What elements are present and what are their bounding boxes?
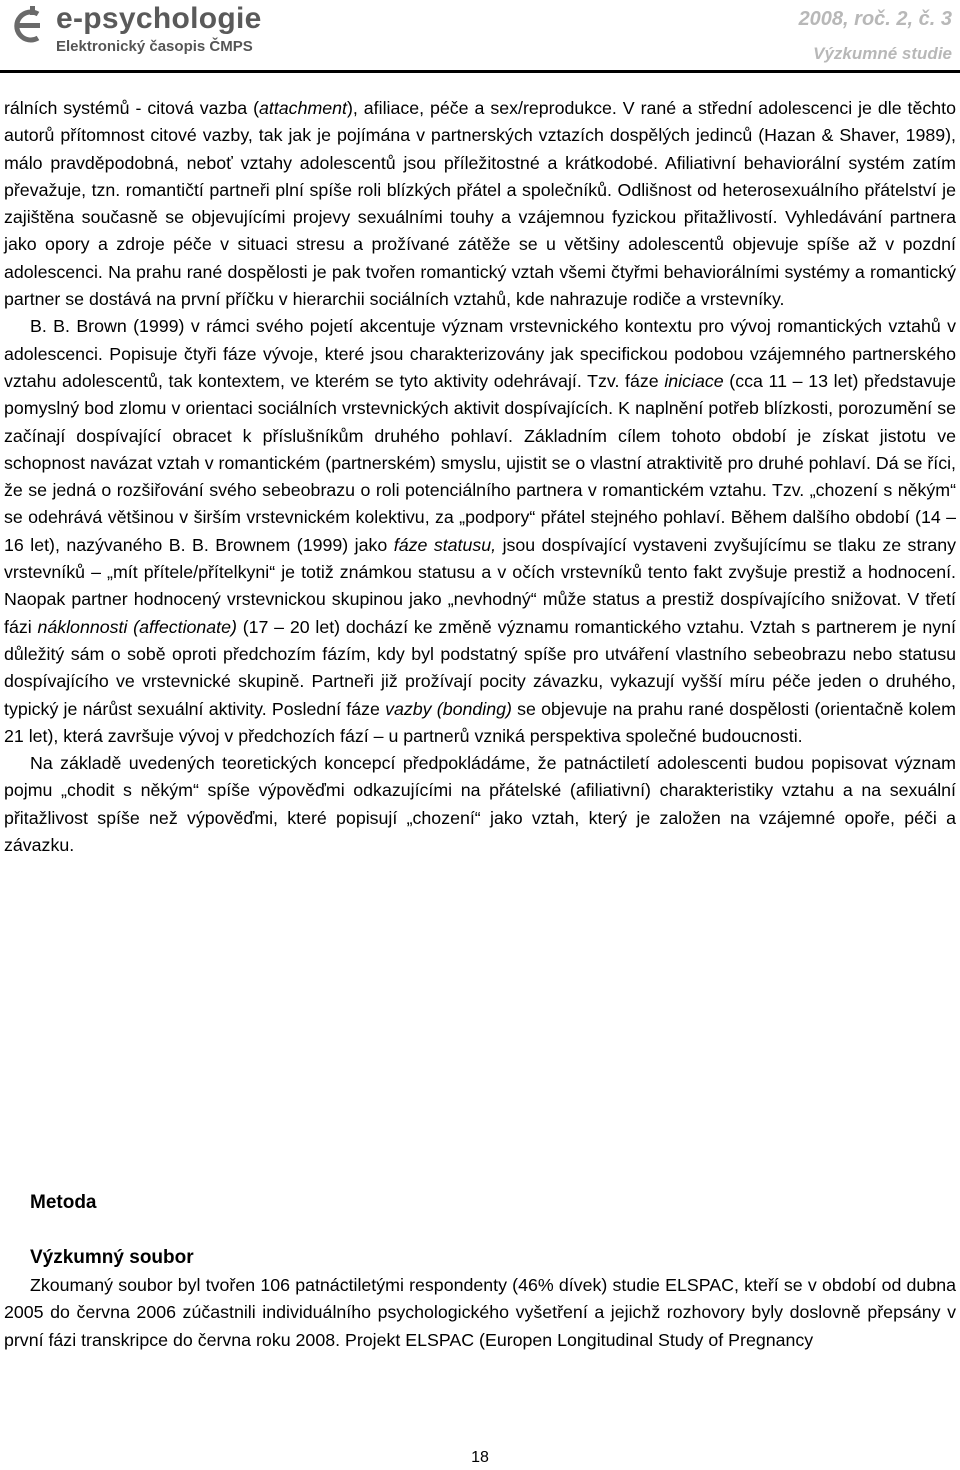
text-run-italic: iniciace: [664, 370, 724, 391]
text-run: rálních systémů - citová vazba (: [4, 98, 260, 118]
text-run: (cca 11 – 13 let) představuje pomyslný bod zlomu v orientaci sociálních vrstevnických aktivit dospívajících. K naplnění potřeb blízkosti, porozumění se začínají dospívající obracet k příslušníkům druhého pohlaví. Základním cílem tohoto období je získat jistotu ve schopnost navázat vztah v romantickém (partnerském) smyslu, ujistit se o vlastní atraktivitě pro druhé pohlaví. Dá se říci, že se jedná o rozšiřování svého sebeobrazu o roli potenciálního partnera v romantickém vztahu. Tzv. „chození s někým“ se odehrává většinou v širším vrstevnickém kolektivu, za „podpory“ přátel stejného pohlaví. Během dalšího období (14 – 16 let), nazývaného B. B. Brownem (1999) jako: [4, 370, 956, 555]
text-run: (17 – 20 let) dochází ke změně významu romantického vztahu. Vztah s partnerem je nyní důležitý sám o sobě oproti předchozím fázím, kdy byl podstatný spíše pro utváření vlastního sebeobrazu nebo statusu dospívajícího ve vrstevnické skupině. Partneři již prožívají pocity závazku, vykazují vyšší míru péče jeden o druhého, typický je nárůst sexuální aktivity. Poslední fáze: [4, 616, 956, 719]
heading-research-sample: Výzkumný soubor: [30, 1247, 194, 1268]
logo-name: e-psychologie: [56, 2, 262, 35]
paragraph-4: Zkoumaný soubor byl tvořen 106 patnáctiletými respondenty (46% dívek) studie ELSPAC, kteří se v období od dubna 2005 do června 2006 zúčastnili individuálního psychologického vyšetření a jejichž rozhovory byly doslovně přepsány v první fázi transkripce do června roku 2008. Projekt ELSPAC (Europen Longitudinal Study of Pregnancy: [4, 1275, 956, 1350]
page-number: 18: [471, 1449, 489, 1466]
text-run-italic: attachment: [259, 98, 347, 118]
text-run: jsou dospívající vystaveni zvyšujícímu se tlaku ze strany vrstevníků – „mít přítele/přítelkyni“ je totiž známkou statusu a v očích vrstevníků tento fakt zvyšuje prestiž a hodnocení. Naopak partner hodnocený vrstevnickou skupinou jako „nevhodný“ může status a prestiž dospívajícího snižovat. V třetí fázi: [4, 534, 956, 637]
text-run: ), afiliace, péče a sex/reprodukce. V rané a střední adolescenci je dle těchto autorů přítomnost citové vazby, tak jak je pojímána v partnerských vztazích dospělých jedinců (Hazan & Shaver, 1989), málo pravděpodobná, neboť vztahy adolescentů jsou příležitostné a krátkodobé. Afiliativní behaviorální systém zatím převažuje, tzn. romantičtí partneři plní spíše roli blízkých přátel a společníků. Odlišnost od heterosexuálního přátelství je zajištěna současně se objevujícími projevy sexuálními touhy a vzájemnou fyzickou přitažlivostí. Vyhledávání partnera jako opory a zdroje péče v situaci stresu a prožívané zátěže se u většiny adolescentů objevuje spíše až v pozdní adolescenci. Na prahu rané dospělosti je pak tvořen romantický vztah všemi čtyřmi behaviorálními systémy a romantický partner se dostává na první příčku v hierarchii sociálních vztahů, kde nahrazuje rodiče a vrstevníky.: [4, 98, 956, 310]
article-body-continued: [4, 1272, 956, 1354]
text-run-italic: fáze statusu,: [393, 534, 497, 555]
paragraph-2: [4, 313, 956, 750]
text-run: se objevuje na prahu rané dospělosti (orientačně kolem 21 let), která završuje vývoj v předchozích fází – u partnerů vzniká perspektiva společné budoucnosti.: [4, 698, 956, 746]
paragraph-3: Na základě uvedených teoretických koncepcí předpokládáme, že patnáctiletí adolescenti budou popisovat význam pojmu „chodit s někým“ spíše výpověďmi odkazujícími na přátelské (afiliativní) charakteristiky vztahu a na sexuální přitažlivost spíše než výpověďmi, které popisují „chození“ jako vztah, který je založen na vzájemné opoře, péči a závazku.: [4, 753, 956, 856]
e-logo-icon: [8, 6, 48, 46]
heading-method: Metoda: [30, 1192, 97, 1213]
issue-info: 2008, roč. 2, č. 3: [798, 8, 952, 30]
paragraph-1: [4, 95, 956, 313]
journal-logo: [8, 4, 308, 60]
text-run-italic: vazby (bonding): [385, 698, 512, 719]
text-run: B. B. Brown (1999) v rámci svého pojetí akcentuje význam vrstevnického kontextu pro vývoj romantických vztahů v adolescenci. Popisuje čtyři fáze vývoje, které jsou charakterizovány jak specifickou podobou vzájemného partnerského vztahu adolescentů, tak kontextem, ve kterém se tyto aktivity odehrávají. Tzv. fáze: [4, 316, 956, 391]
page-header: [0, 0, 960, 86]
section-label: Výzkumné studie: [813, 44, 952, 63]
article-body: [4, 95, 956, 859]
header-divider: [0, 70, 960, 73]
logo-tagline: Elektronický časopis ČMPS: [56, 38, 253, 55]
text-run-italic: náklonnosti (affectionate): [37, 616, 237, 637]
